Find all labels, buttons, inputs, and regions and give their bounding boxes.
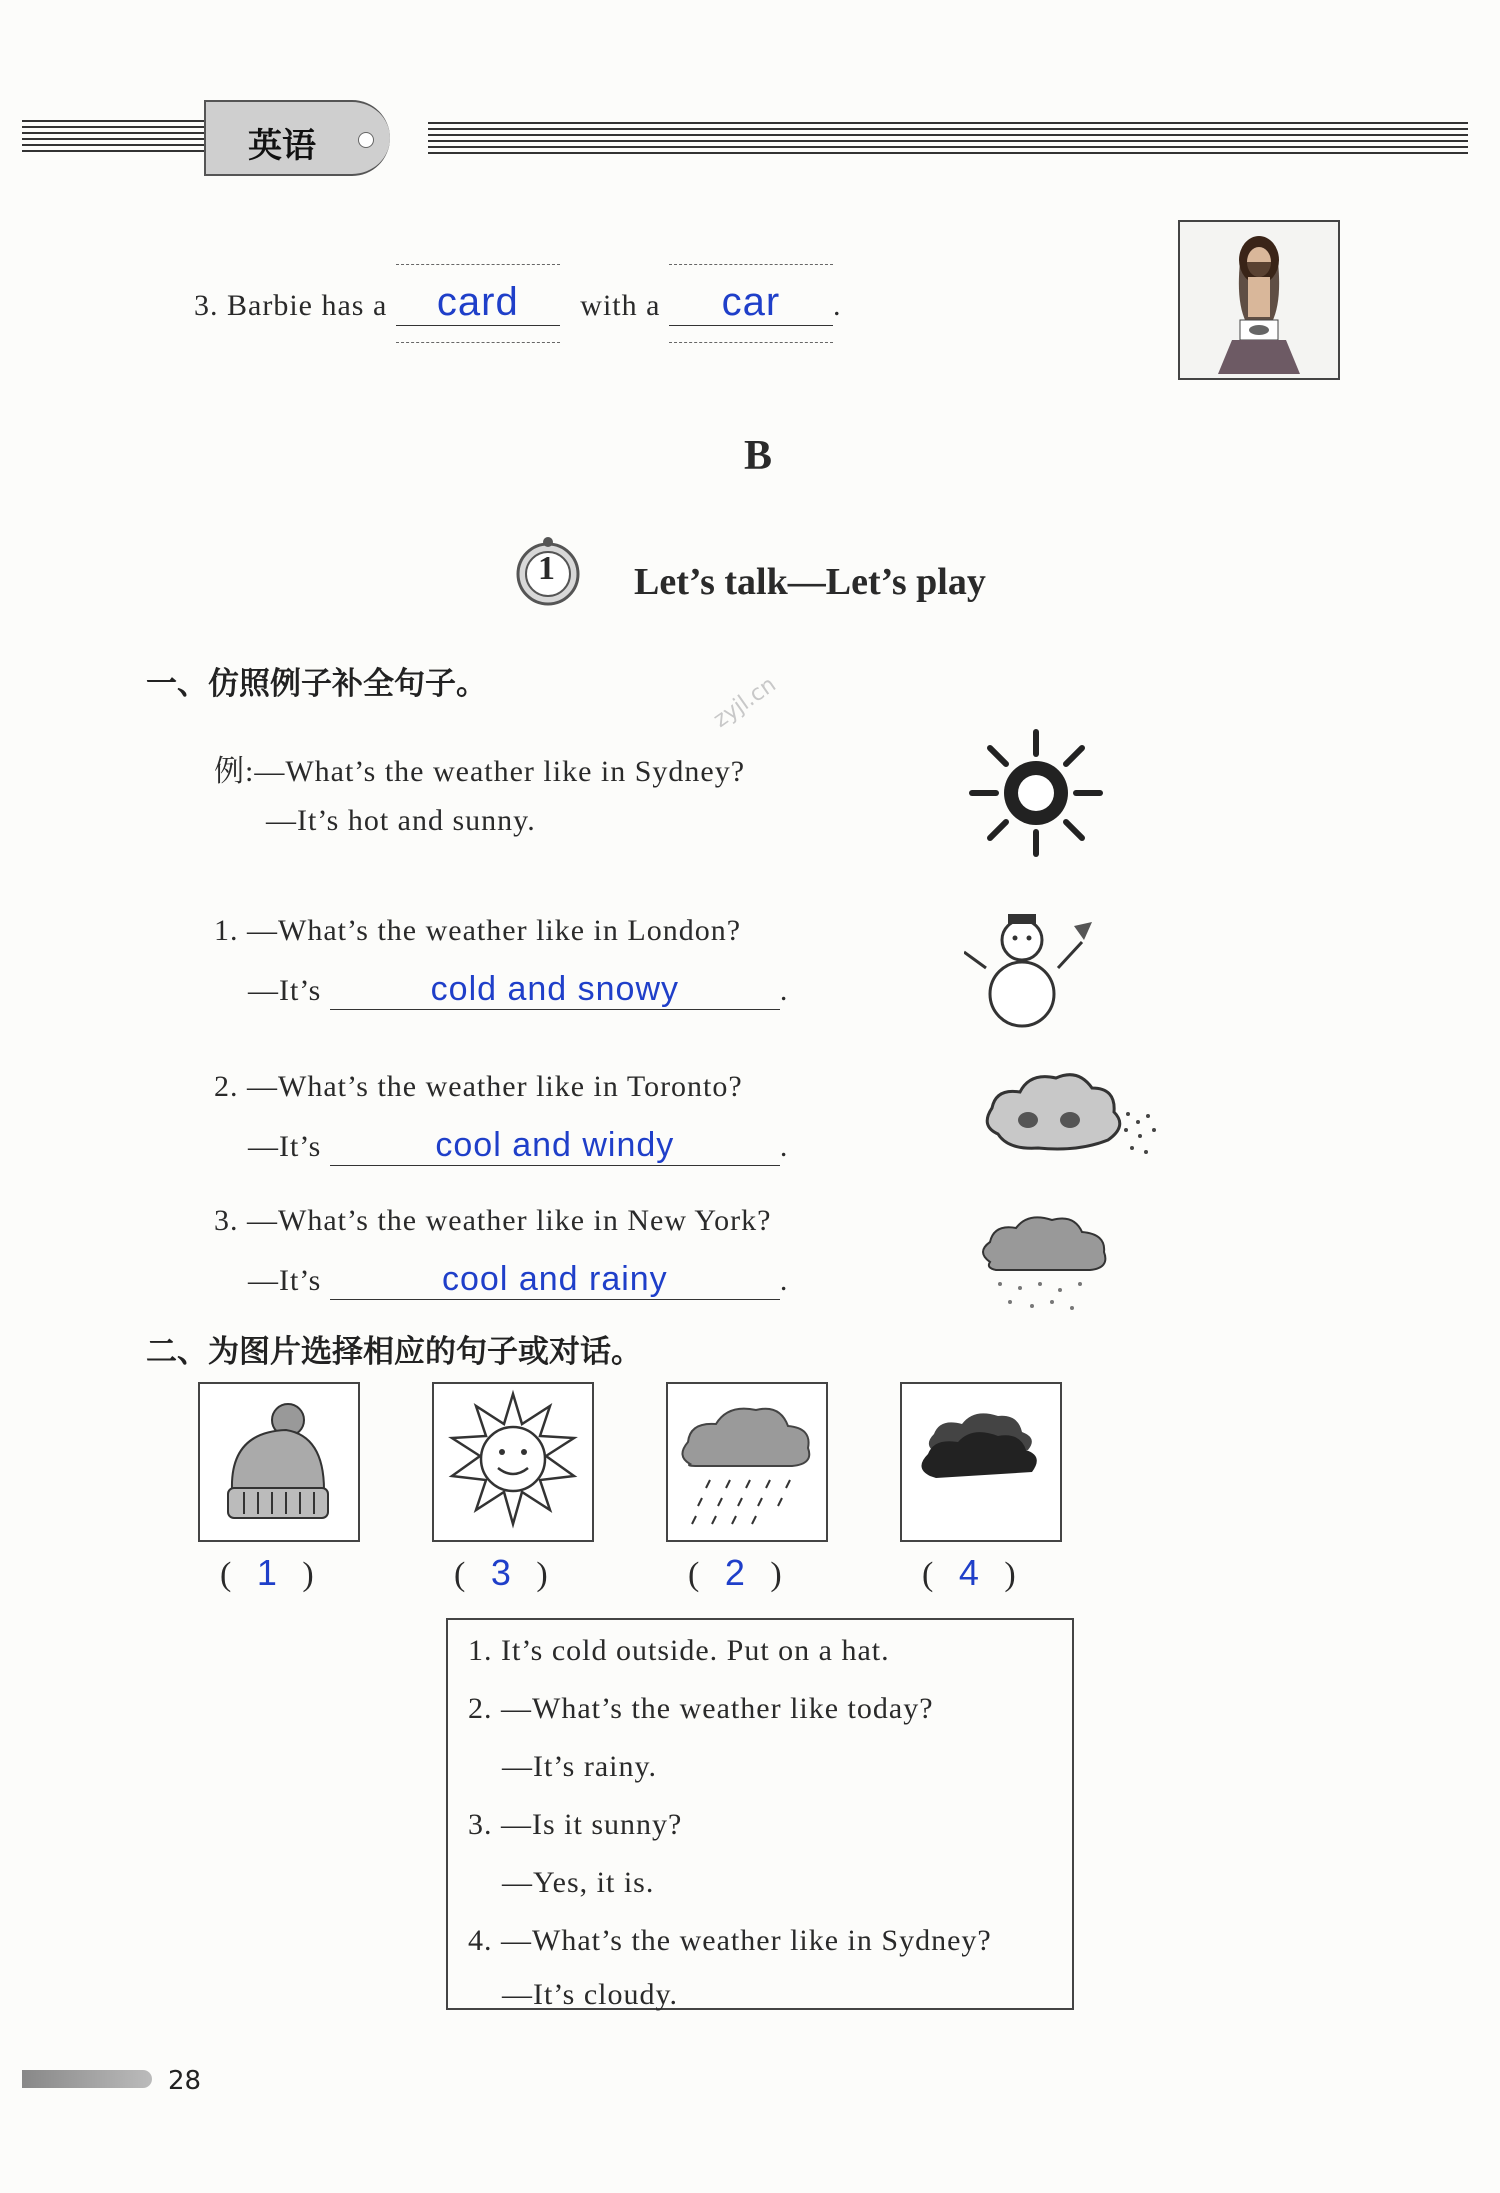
watermark: zyjl.cn	[709, 672, 781, 733]
item1-answer: cold and snowy	[430, 970, 680, 1008]
header-stripes-left	[22, 120, 212, 164]
picture-rain	[666, 1382, 828, 1542]
lesson-number-badge	[512, 536, 584, 608]
example-q-text: —What’s the weather like in Sydney?	[254, 755, 746, 788]
item3-answer: cool and rainy	[442, 1260, 668, 1298]
option-2-a: —It’s rainy.	[502, 1750, 658, 1783]
header-stripes-right	[428, 122, 1468, 166]
example-answer: —It’s hot and sunny.	[266, 804, 536, 837]
item2-blank[interactable]	[330, 1126, 780, 1166]
example-question	[214, 746, 745, 790]
prev-q-blank-1[interactable]	[396, 280, 560, 326]
option-2-q: 2. —What’s the weather like today?	[468, 1692, 934, 1725]
lesson-number: 1	[538, 550, 555, 587]
item3-blank[interactable]	[330, 1260, 780, 1300]
item2-question: 2. —What’s the weather like in Toronto?	[214, 1070, 743, 1103]
item1-prefix: —It’s	[248, 974, 322, 1007]
item2-prefix: —It’s	[248, 1130, 322, 1163]
item3-prefix: —It’s	[248, 1264, 322, 1297]
item1-answer-line	[248, 970, 788, 1010]
prev-question-3	[194, 280, 841, 326]
prev-q-answer-1: card	[436, 280, 519, 324]
example-label: 例:	[214, 755, 255, 788]
item3-question: 3. —What’s the weather like in New York?	[214, 1204, 772, 1237]
subject-tab	[204, 100, 390, 176]
lesson-title: Let’s talk—Let’s play	[634, 561, 986, 603]
answer-3: 2	[724, 1552, 745, 1593]
answer-paren-4[interactable]: ( 4 )	[922, 1552, 1016, 1593]
answer-1: 1	[256, 1552, 277, 1593]
sun-icon	[966, 728, 1106, 858]
option-1: 1. It’s cold outside. Put on a hat.	[468, 1634, 890, 1667]
item3-answer-line	[248, 1260, 788, 1300]
picture-sun	[432, 1382, 594, 1542]
section-letter: B	[744, 433, 773, 479]
footer-bar	[22, 2070, 152, 2088]
prev-q-answer-2: car	[721, 280, 781, 324]
picture-hat	[198, 1382, 360, 1542]
part2-heading: 二、为图片选择相应的句子或对话。	[146, 1334, 642, 1370]
hat-icon	[200, 1384, 358, 1540]
answer-paren-2[interactable]: ( 3 )	[454, 1552, 548, 1593]
subject-label: 英语	[248, 126, 316, 166]
snowman-icon	[964, 906, 1094, 1030]
tab-hole-icon	[358, 132, 374, 148]
answer-4: 4	[958, 1552, 979, 1593]
item1-end: .	[779, 974, 789, 1007]
part1-heading: 一、仿照例子补全句子。	[146, 666, 487, 702]
item1-question: 1. —What’s the weather like in London?	[214, 914, 742, 947]
option-4-a: —It’s cloudy.	[502, 1978, 679, 2011]
rain-icon	[668, 1384, 826, 1540]
item3-end: .	[779, 1264, 789, 1297]
item2-answer: cool and windy	[435, 1126, 675, 1164]
answer-paren-3[interactable]: ( 2 )	[688, 1552, 782, 1593]
smiling-sun-icon	[434, 1384, 592, 1540]
prev-q-prefix: 3. Barbie has a	[194, 289, 388, 322]
windy-cloud-icon	[978, 1064, 1164, 1174]
option-4-q: 4. —What’s the weather like in Sydney?	[468, 1924, 992, 1957]
page-number: 28	[168, 2066, 202, 2096]
option-3-a: —Yes, it is.	[502, 1866, 655, 1899]
prev-q-middle: with a	[580, 289, 661, 322]
picture-cloudy	[900, 1382, 1062, 1542]
cloudy-icon	[902, 1384, 1060, 1540]
option-3-q: 3. —Is it sunny?	[468, 1808, 683, 1841]
prev-q-blank-2[interactable]	[669, 280, 833, 326]
barbie-photo	[1178, 220, 1340, 380]
options-box	[446, 1618, 1074, 2010]
prev-q-end: .	[832, 289, 842, 322]
rain-cloud-icon	[976, 1212, 1112, 1316]
item2-end: .	[779, 1130, 789, 1163]
answer-2: 3	[490, 1552, 511, 1593]
item2-answer-line	[248, 1126, 788, 1166]
answer-paren-1[interactable]: ( 1 )	[220, 1552, 314, 1593]
item1-blank[interactable]	[330, 970, 780, 1010]
